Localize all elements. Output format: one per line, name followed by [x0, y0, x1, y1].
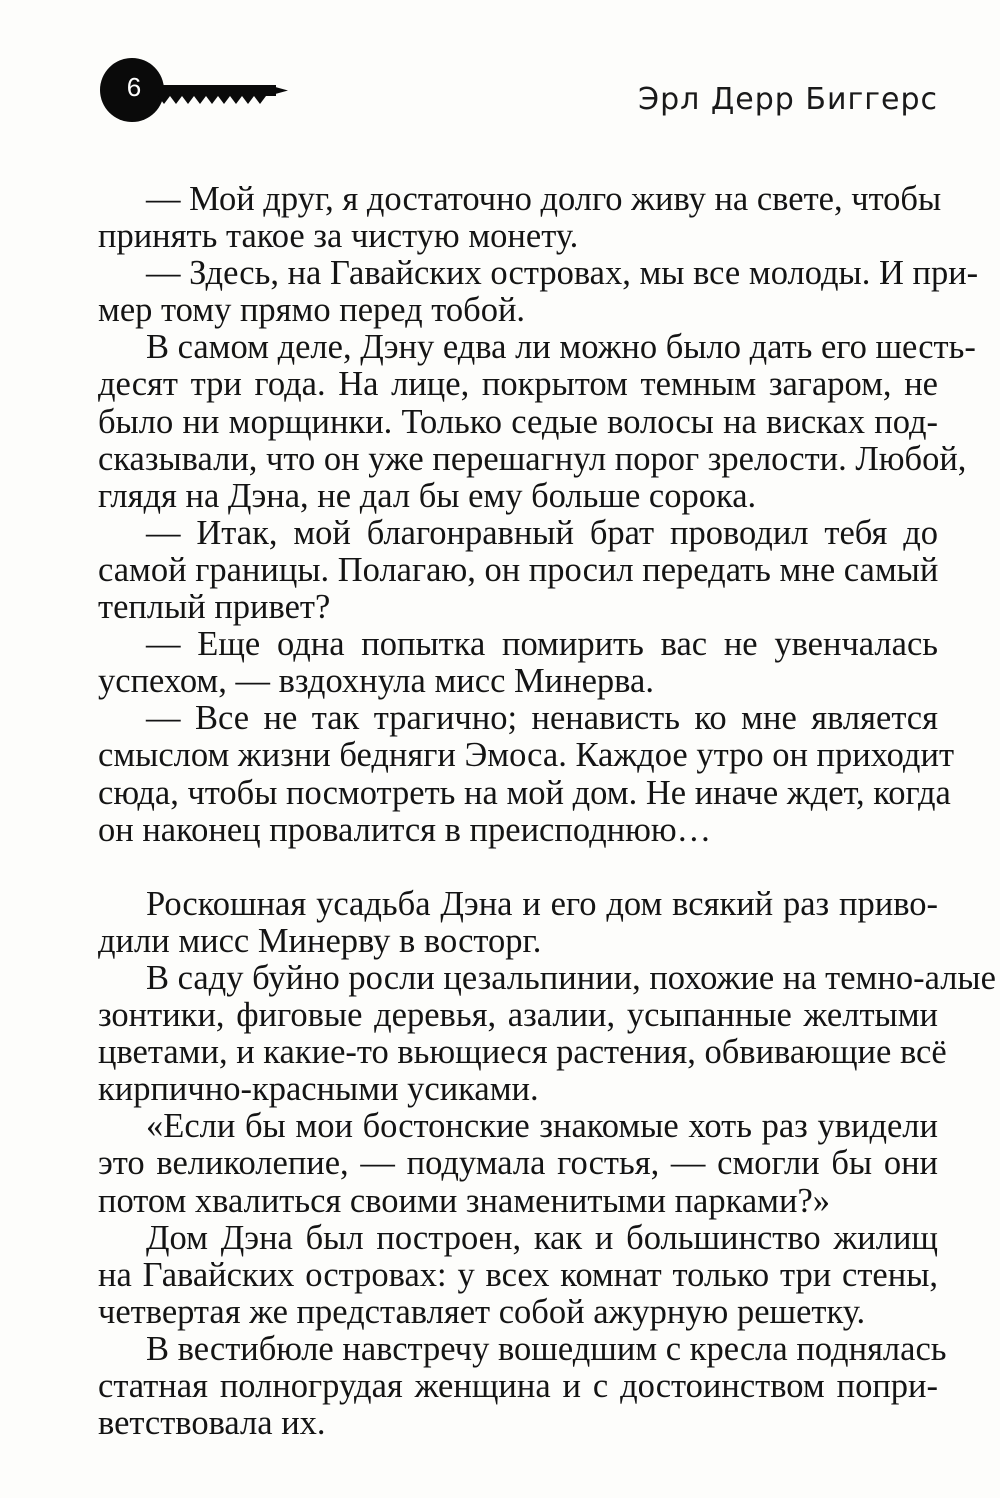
text-line: сказывали, что он уже перешагнул порог зрелости. Любой, [98, 439, 967, 478]
text-line: — Мой друг, я достаточно долго живу на свете, чтобы [146, 180, 942, 218]
running-head-author: Эрл Дерр Биггерс [638, 82, 938, 117]
body-text [98, 180, 996, 1443]
text-line: ветствовала их. [98, 1404, 326, 1443]
text-line: успехом, — вздохнула мисс Минерва. [98, 662, 654, 701]
page-header [0, 0, 1000, 160]
text-line: четвертая же представляет собой ажурную решетку. [98, 1292, 866, 1331]
page-number: 6 [126, 72, 142, 102]
text-line: потом хвалиться своими знаменитыми парками?» [98, 1181, 831, 1220]
text-line: Дом Дэна был построен, как и большинство жилищ [146, 1218, 938, 1257]
text-line: самой границы. Полагаю, он просил передать мне самый [98, 550, 939, 589]
text-line: он наконец провалится в преисподнюю… [98, 810, 712, 849]
text-line: — Еще одна попытка помирить вас не увенчалась [146, 625, 938, 664]
text-line: это великолепие, — подумала гостья, — смогли бы они [98, 1144, 938, 1183]
text-line: на Гавайских островах: у всех комнат только три стены, [98, 1255, 938, 1294]
text-line: кирпично-красными усиками. [98, 1070, 539, 1109]
text-line: смыслом жизни бедняги Эмоса. Каждое утро он приходит [98, 736, 955, 775]
text-line: дили мисс Минерву в восторг. [98, 921, 542, 960]
text-line: — Здесь, на Гавайских островах, мы все молоды. И при- [146, 254, 979, 293]
text-line: Роскошная усадьба Дэна и его дом всякий раз приво- [146, 884, 938, 923]
text-line: теплый привет? [98, 588, 331, 627]
section-break [98, 849, 938, 886]
text-line: цветами, и какие-то вьющиеся растения, обвивающие всё [98, 1033, 947, 1072]
text-line: десят три года. На лице, покрытом темным загаром, не [98, 365, 938, 404]
text-line: сюда, чтобы посмотреть на мой дом. Не иначе ждет, когда [98, 773, 951, 812]
text-line: «Если бы мои бостонские знакомые хоть раз увидели [146, 1107, 938, 1146]
text-line: — Итак, мой благонравный брат проводил тебя до [146, 513, 938, 552]
text-line: В саду буйно росли цезальпинии, похожие на темно-алые [146, 958, 996, 997]
text-line: В вестибюле навстречу вошедшим с кресла поднялась [146, 1329, 947, 1368]
text-line: было ни морщинки. Только седые волосы на висках под- [98, 402, 938, 441]
text-line: глядя на Дэна, не дал бы ему больше сорока. [98, 476, 757, 515]
text-line: статная полногрудая женщина и с достоинством попри- [98, 1367, 938, 1405]
text-line: мер тому прямо перед тобой. [98, 291, 526, 330]
text-line: — Все не так трагично; ненависть ко мне является [146, 699, 938, 738]
text-line: зонтики, фиговые деревья, азалии, усыпанные желтыми [98, 996, 938, 1035]
text-line: принять такое за чистую монету. [98, 217, 579, 256]
text-line: В самом деле, Дэну едва ли можно было дать его шесть- [146, 328, 976, 367]
